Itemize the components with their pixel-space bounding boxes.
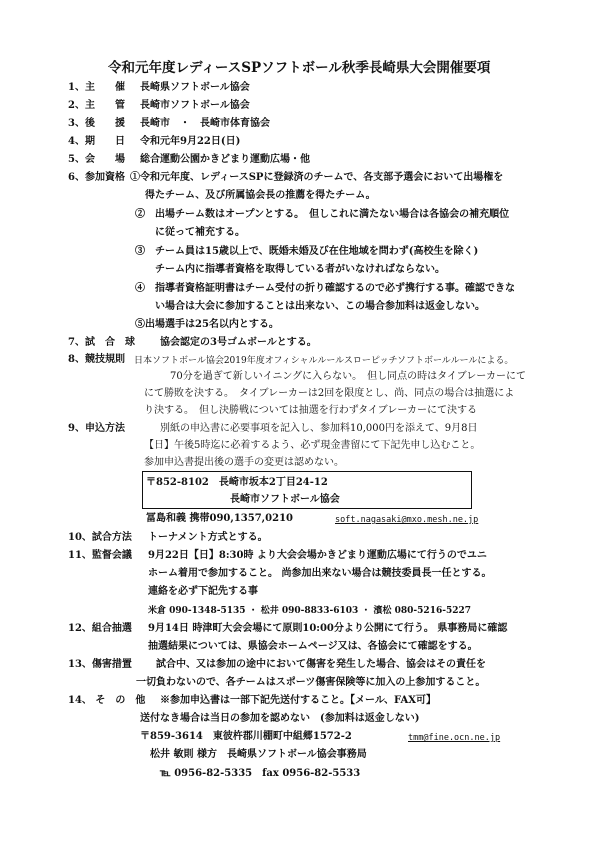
section-11-line-2: ホーム着用で参加すること。 尚参加出来ない場合は競技委員長一任とする。 bbox=[148, 568, 492, 579]
document-title: 令和元年度レディースSPソフトボール秋季長崎県大会開催要項 bbox=[108, 60, 491, 76]
section-4-value: 令和元年9月22日(日) bbox=[140, 136, 241, 147]
section-14-line-2: 送付なき場合は当日の参加を認めない (参加料は返金しない) bbox=[140, 713, 420, 724]
contact-email-link[interactable]: soft.nagasaki@mxo.mesh.ne.jp bbox=[335, 515, 479, 525]
section-2-value: 長崎市ソフトボール協会 bbox=[140, 100, 250, 111]
section-11-line-1: 9月22日【日】8:30時 より大会会場かきどまり運動広場にて行うのでユニ bbox=[148, 550, 487, 561]
section-13-line-1: 試合中、又は参加の途中において傷害を発生した場合、協会はその責任を bbox=[156, 659, 486, 670]
section-9-line-3: 参加申込書提出後の選手の変更は認めない。 bbox=[144, 457, 344, 468]
section-8-label: 8、競技規則 bbox=[68, 354, 125, 365]
section-14-line-4: 松井 敏則 様方 長崎県ソフトボール協会事務局 bbox=[150, 749, 367, 760]
section-11-label: 11、監督会議 bbox=[68, 550, 132, 561]
section-6-item-1b: 得たチーム、及び所属協会長の推薦を得たチーム。 bbox=[145, 190, 376, 201]
section-7-label: 7、試 合 球 bbox=[68, 337, 135, 348]
section-6-item-4a: ④ 指導者資格証明書はチーム受付の折り確認するので必ず携行する事。確認できな bbox=[135, 283, 515, 294]
section-9-line-1: 別紙の申込書に必要事項を記入し、参加料10,000円を添えて、9月8日 bbox=[160, 423, 478, 434]
secretariat-email-link[interactable]: tmm@fine.ocn.ne.jp bbox=[408, 733, 501, 743]
section-10-value: トーナメント方式とする。 bbox=[148, 532, 268, 543]
section-2-label: 2、主 管 bbox=[68, 100, 125, 111]
section-6-item-3b: チーム内に指導者資格を取得している者がいなければならない。 bbox=[155, 264, 445, 275]
contact-address: 〒852-8102 長崎市坂本2丁目24-12 bbox=[146, 477, 328, 488]
section-5-label: 5、会 場 bbox=[68, 154, 125, 165]
contact-person: 冨島和義 携帯090,1357,0210 bbox=[146, 513, 293, 524]
section-14-label: 14、 そ の 他 bbox=[68, 695, 146, 706]
section-12-line-2: 抽選結果については、県協会ホームページ又は、各協会にて確認をする。 bbox=[148, 641, 478, 652]
section-6-item-2b: に従って補充する。 bbox=[155, 227, 245, 238]
section-3-label: 3、後 援 bbox=[68, 118, 125, 129]
section-8-line-4: り決する。 但し決勝戦については抽選を行わずタイブレーカーにて決する bbox=[144, 405, 477, 416]
section-12-line-1: 9月14日 時津町大会会場にて原則10:00分より公開にて行う。 県事務局に確認 bbox=[148, 623, 508, 634]
section-13-line-2: 一切負わないので、各チームはスポーツ傷害保険等に加入の上参加すること。 bbox=[136, 677, 486, 688]
section-7-value: 協会認定の3号ゴムボールとする。 bbox=[160, 337, 317, 348]
section-6-item-2a: ② 出場チーム数はオープンとする。 但しこれに満たない場合は各協会の補充順位 bbox=[135, 209, 510, 220]
section-11-line-4: 米倉 090-1348-5135 ・ 松井 090-8833-6103 ・ 濱松 080-5216-5227 bbox=[148, 606, 471, 616]
section-13-label: 13、傷害措置 bbox=[68, 659, 132, 670]
section-6-item-3a: ③ チーム員は15歳以上で、既婚未婚及び在住地域を問わず(高校生を除く) bbox=[135, 246, 479, 257]
section-10-label: 10、試合方法 bbox=[68, 532, 132, 543]
section-14-line-3: 〒859-3614 東彼杵郡川棚町中組郷1572-2 bbox=[140, 731, 352, 742]
section-9-line-2: 【日】午後5時迄に必着するよう、必ず現金書留にて下記先申し込むこと。 bbox=[144, 440, 481, 451]
section-6-item-4b: い場合は大会に参加することは出来ない、この場合参加料は返金しない。 bbox=[155, 301, 485, 312]
section-8-line-3: にて勝敗を決する。 タイブレーカーは2回を限度とし、尚、同点の場合は抽選によ bbox=[144, 388, 515, 399]
section-14-line-5: ℡ 0956-82-5335 fax 0956-82-5533 bbox=[160, 768, 361, 779]
section-5-value: 総合運動公園かきどまり運動広場・他 bbox=[140, 154, 310, 165]
section-11-line-3: 連絡を必ず下記先する事 bbox=[148, 586, 258, 597]
section-8-line-2: 70分を過ぎて新しいイニングに入らない。 但し同点の時はタイブレーカーにて bbox=[170, 371, 527, 382]
section-14-line-1: ※参加申込書は一部下記先送付すること。【メール、FAX可】 bbox=[160, 695, 437, 706]
section-4-label: 4、期 日 bbox=[68, 136, 125, 147]
section-8-line-1: 日本ソフトボール協会2019年度オフィシャルルールスローピッチソフトボールルールによる。 bbox=[134, 356, 514, 366]
section-9-label: 9、申込方法 bbox=[68, 423, 125, 434]
section-1-value: 長崎県ソフトボール協会 bbox=[140, 82, 250, 93]
section-1-label: 1、主 催 bbox=[68, 82, 125, 93]
section-6-item-1a: ①令和元年度、レディースSPに登録済のチームで、各支部予選会において出場権を bbox=[130, 172, 504, 183]
section-12-label: 12、組合抽選 bbox=[68, 623, 132, 634]
contact-organization: 長崎市ソフトボール協会 bbox=[230, 494, 340, 505]
section-6-label: 6、参加資格 bbox=[68, 172, 125, 183]
section-6-item-5: ⑤出場選手は25名以内とする。 bbox=[135, 319, 279, 330]
section-3-value: 長崎市 ・ 長崎市体育協会 bbox=[140, 118, 270, 129]
